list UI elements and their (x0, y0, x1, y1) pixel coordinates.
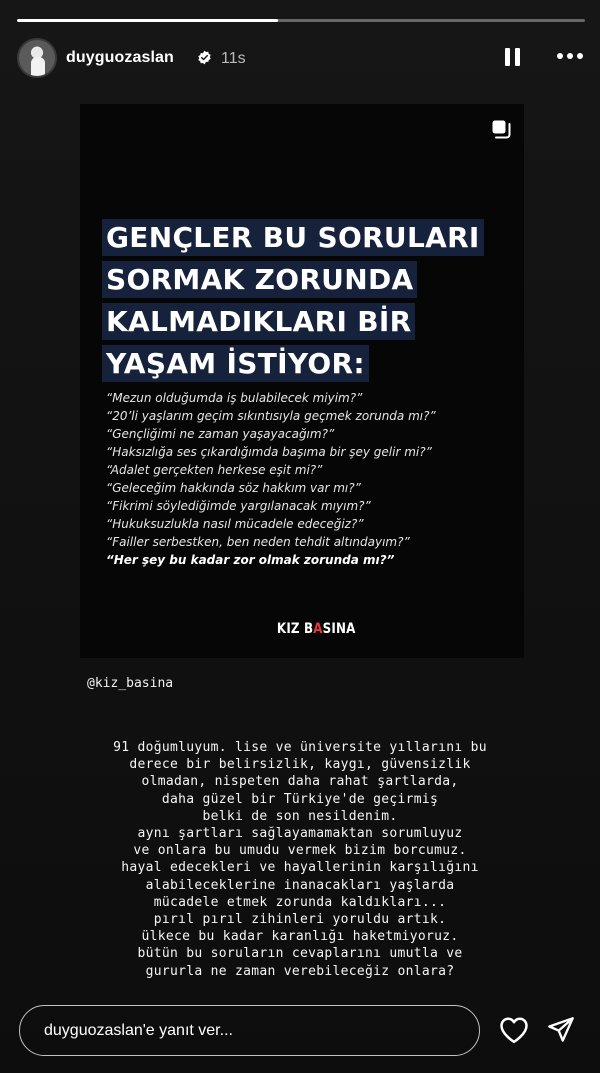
heart-icon[interactable] (499, 1016, 529, 1044)
headline-line-2: SORMAK ZORUNDA (102, 261, 417, 298)
story-time: 11s (221, 50, 246, 67)
question-item: “Fikrimi söylediğimde yargılanacak mıyım?” (106, 499, 371, 513)
story-text-line: gururla ne zaman verebileceğiz onlara? (145, 963, 455, 979)
story-text-line: alabileceklerine inanacakları yaşlarda (145, 877, 455, 893)
question-item: “Gençliğimi ne zaman yaşayacağım?” (106, 427, 335, 441)
question-item: “Hukuksuzlukla nasıl mücadele edeceğiz?” (106, 517, 364, 531)
story-text (40, 739, 560, 980)
story-text-line: belki de son nesildenim. (202, 808, 398, 824)
story-header (17, 38, 583, 78)
question-item: “Mezun olduğumda iş bulabilecek miyim?” (106, 391, 363, 405)
question-item: “Adalet gerçekten herkese eşit mi?” (106, 463, 323, 477)
more-icon[interactable] (557, 50, 583, 62)
story-text-line: daha güzel bir Türkiye'de geçirmiş (161, 791, 439, 807)
reply-bar[interactable] (19, 1005, 480, 1056)
story-text-line: pırıl pırıl zihinleri yoruldu artık. (153, 912, 447, 928)
story-text-line: hayal edecekleri ve hayallerinin karşılığını (121, 860, 479, 876)
question-item: “Failler serbestken, ben neden tehdit altındayım?” (106, 535, 410, 549)
headline-line-1: GENÇLER BU SORULARI (102, 219, 484, 256)
mention-tag[interactable]: @kiz_basina (87, 676, 174, 691)
question-item: “Haksızlığa ses çıkardığımda başıma bir şey gelir mi?” (106, 445, 432, 459)
brand-logo-part: SINA (322, 621, 356, 637)
multiple-images-icon (491, 119, 511, 139)
shared-post-image[interactable] (80, 104, 524, 658)
avatar[interactable] (17, 38, 57, 78)
headline-line-3: KALMADIKLARI BİR (102, 303, 415, 340)
reply-input[interactable] (44, 1022, 444, 1040)
question-item: “Geleceğim hakkında söz hakkım var mı?” (106, 481, 361, 495)
question-item: “20’li yaşlarım geçim sıkıntısıyla geçmek zorunda mı?” (106, 409, 436, 423)
username[interactable]: duyguozaslan (66, 49, 174, 66)
story-text-line: ülkece bu kadar karanlığı haketmiyoruz. (141, 929, 459, 945)
pause-icon[interactable] (505, 48, 521, 68)
story-text-line: 91 doğumluyum. lise ve üniversite yıllarını bu (113, 740, 487, 755)
question-item-emphasis: “Her şey bu kadar zor olmak zorunda mı?” (106, 553, 395, 567)
questions-list (106, 389, 516, 569)
story-text-line: derece bir belirsizlik, kaygı, güvensizlik (129, 757, 471, 773)
brand-logo-part: KIZ B (276, 621, 314, 637)
story-progress-bar (17, 19, 585, 22)
story-text-line: bütün bu soruların cevaplarını umutla ve (137, 946, 463, 962)
headline-line-4: YAŞAM İSTİYOR: (102, 345, 369, 382)
story-text-line: olmadan, nispeten daha rahat şartlarda, (141, 774, 459, 790)
post-headline (102, 217, 502, 385)
story-text-line: ve onlara bu umudu vermek bizim borcumuz. (133, 843, 467, 859)
send-icon[interactable] (547, 1016, 575, 1044)
story-text-line: mücadele etmek zorunda kaldıkları... (153, 894, 447, 910)
story-progress-fill (17, 19, 278, 22)
story-text-line: aynı şartları sağlayamamaktan sorumluyuz (137, 826, 463, 842)
brand-logo-accent: A (313, 621, 323, 637)
verified-badge-icon (197, 50, 212, 65)
brand-logo (277, 621, 356, 637)
